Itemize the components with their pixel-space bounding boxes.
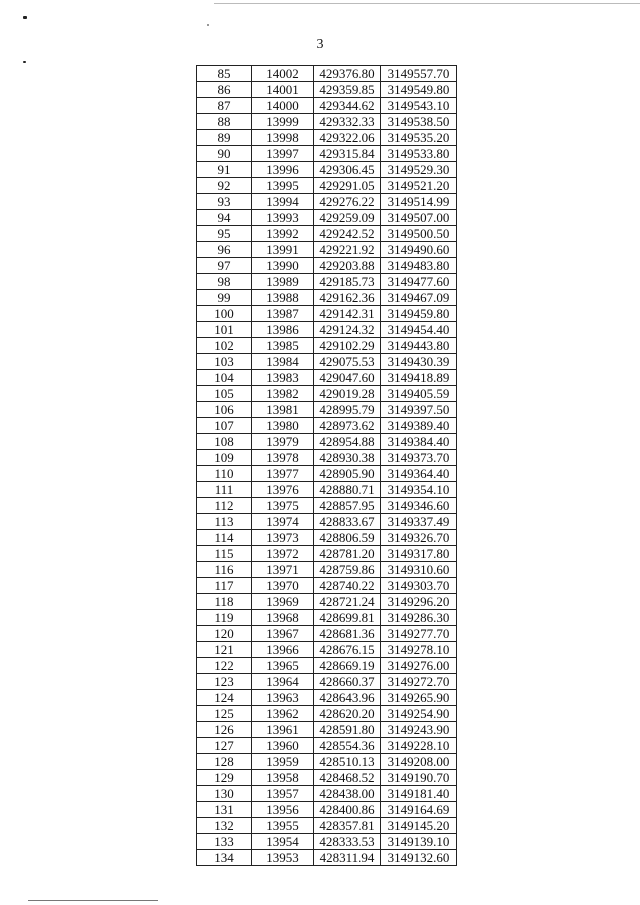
table-row [197, 434, 457, 450]
y-coordinate-cell: 3149490.60 [381, 242, 457, 258]
x-coordinate-cell: 429203.88 [314, 258, 381, 274]
point-id-cell: 13954 [252, 834, 314, 850]
point-number-cell: 89 [197, 130, 252, 146]
x-coordinate-cell: 428620.20 [314, 706, 381, 722]
y-coordinate-cell: 3149346.60 [381, 498, 457, 514]
y-coordinate-cell: 3149483.80 [381, 258, 457, 274]
x-coordinate-cell: 429306.45 [314, 162, 381, 178]
y-coordinate-cell: 3149477.60 [381, 274, 457, 290]
y-coordinate-cell: 3149145.20 [381, 818, 457, 834]
y-coordinate-cell: 3149277.70 [381, 626, 457, 642]
point-id-cell: 13966 [252, 642, 314, 658]
point-number-cell: 97 [197, 258, 252, 274]
y-coordinate-cell: 3149337.49 [381, 514, 457, 530]
scan-speck [23, 16, 27, 19]
x-coordinate-cell: 428995.79 [314, 402, 381, 418]
table-row [197, 402, 457, 418]
y-coordinate-cell: 3149543.10 [381, 98, 457, 114]
bottom-rule [28, 900, 158, 901]
table-row [197, 530, 457, 546]
point-number-cell: 99 [197, 290, 252, 306]
y-coordinate-cell: 3149454.40 [381, 322, 457, 338]
point-number-cell: 115 [197, 546, 252, 562]
x-coordinate-cell: 428699.81 [314, 610, 381, 626]
point-number-cell: 109 [197, 450, 252, 466]
y-coordinate-cell: 3149286.30 [381, 610, 457, 626]
point-number-cell: 108 [197, 434, 252, 450]
point-id-cell: 14000 [252, 98, 314, 114]
y-coordinate-cell: 3149190.70 [381, 770, 457, 786]
point-number-cell: 86 [197, 82, 252, 98]
x-coordinate-cell: 428554.36 [314, 738, 381, 754]
y-coordinate-cell: 3149418.89 [381, 370, 457, 386]
point-id-cell: 13975 [252, 498, 314, 514]
x-coordinate-cell: 428857.95 [314, 498, 381, 514]
point-id-cell: 13980 [252, 418, 314, 434]
y-coordinate-cell: 3149254.90 [381, 706, 457, 722]
point-id-cell: 13989 [252, 274, 314, 290]
table-row [197, 546, 457, 562]
x-coordinate-cell: 429332.33 [314, 114, 381, 130]
point-number-cell: 112 [197, 498, 252, 514]
y-coordinate-cell: 3149459.80 [381, 306, 457, 322]
table-row [197, 450, 457, 466]
coordinates-table-body [197, 66, 457, 866]
point-id-cell: 13968 [252, 610, 314, 626]
point-id-cell: 14002 [252, 66, 314, 82]
table-row [197, 754, 457, 770]
table-row [197, 306, 457, 322]
point-id-cell: 13976 [252, 482, 314, 498]
y-coordinate-cell: 3149265.90 [381, 690, 457, 706]
x-coordinate-cell: 428333.53 [314, 834, 381, 850]
point-id-cell: 13958 [252, 770, 314, 786]
x-coordinate-cell: 429322.06 [314, 130, 381, 146]
y-coordinate-cell: 3149384.40 [381, 434, 457, 450]
point-id-cell: 13955 [252, 818, 314, 834]
x-coordinate-cell: 428721.24 [314, 594, 381, 610]
scan-speck [207, 24, 209, 26]
y-coordinate-cell: 3149303.70 [381, 578, 457, 594]
y-coordinate-cell: 3149529.30 [381, 162, 457, 178]
x-coordinate-cell: 428740.22 [314, 578, 381, 594]
table-row [197, 674, 457, 690]
x-coordinate-cell: 428676.15 [314, 642, 381, 658]
point-number-cell: 127 [197, 738, 252, 754]
table-row [197, 770, 457, 786]
table-row [197, 690, 457, 706]
y-coordinate-cell: 3149389.40 [381, 418, 457, 434]
point-id-cell: 13984 [252, 354, 314, 370]
point-number-cell: 91 [197, 162, 252, 178]
coordinates-table [196, 65, 457, 866]
point-id-cell: 13990 [252, 258, 314, 274]
table-row [197, 562, 457, 578]
point-id-cell: 13992 [252, 226, 314, 242]
point-number-cell: 101 [197, 322, 252, 338]
table-row [197, 210, 457, 226]
table-row [197, 418, 457, 434]
y-coordinate-cell: 3149132.60 [381, 850, 457, 866]
point-number-cell: 111 [197, 482, 252, 498]
point-number-cell: 130 [197, 786, 252, 802]
point-id-cell: 13956 [252, 802, 314, 818]
point-number-cell: 116 [197, 562, 252, 578]
y-coordinate-cell: 3149514.99 [381, 194, 457, 210]
table-row [197, 98, 457, 114]
point-number-cell: 94 [197, 210, 252, 226]
point-id-cell: 13973 [252, 530, 314, 546]
point-id-cell: 13997 [252, 146, 314, 162]
y-coordinate-cell: 3149276.00 [381, 658, 457, 674]
x-coordinate-cell: 429242.52 [314, 226, 381, 242]
point-number-cell: 128 [197, 754, 252, 770]
y-coordinate-cell: 3149443.80 [381, 338, 457, 354]
point-id-cell: 13965 [252, 658, 314, 674]
table-row [197, 706, 457, 722]
x-coordinate-cell: 429142.31 [314, 306, 381, 322]
point-id-cell: 13991 [252, 242, 314, 258]
y-coordinate-cell: 3149430.39 [381, 354, 457, 370]
table-row [197, 162, 457, 178]
x-coordinate-cell: 429124.32 [314, 322, 381, 338]
table-row [197, 258, 457, 274]
x-coordinate-cell: 428357.81 [314, 818, 381, 834]
point-id-cell: 13986 [252, 322, 314, 338]
point-id-cell: 13969 [252, 594, 314, 610]
point-id-cell: 13985 [252, 338, 314, 354]
point-number-cell: 121 [197, 642, 252, 658]
table-row [197, 466, 457, 482]
point-number-cell: 114 [197, 530, 252, 546]
y-coordinate-cell: 3149296.20 [381, 594, 457, 610]
point-number-cell: 93 [197, 194, 252, 210]
table-row [197, 514, 457, 530]
point-id-cell: 13957 [252, 786, 314, 802]
x-coordinate-cell: 428905.90 [314, 466, 381, 482]
y-coordinate-cell: 3149507.00 [381, 210, 457, 226]
point-number-cell: 105 [197, 386, 252, 402]
point-number-cell: 124 [197, 690, 252, 706]
table-row [197, 194, 457, 210]
point-id-cell: 13953 [252, 850, 314, 866]
table-row [197, 626, 457, 642]
table-row [197, 242, 457, 258]
point-number-cell: 107 [197, 418, 252, 434]
point-id-cell: 13972 [252, 546, 314, 562]
x-coordinate-cell: 429259.09 [314, 210, 381, 226]
x-coordinate-cell: 428438.00 [314, 786, 381, 802]
x-coordinate-cell: 429185.73 [314, 274, 381, 290]
x-coordinate-cell: 428781.20 [314, 546, 381, 562]
x-coordinate-cell: 429075.53 [314, 354, 381, 370]
table-row [197, 738, 457, 754]
point-number-cell: 102 [197, 338, 252, 354]
table-row [197, 178, 457, 194]
y-coordinate-cell: 3149405.59 [381, 386, 457, 402]
top-rule [214, 3, 640, 4]
y-coordinate-cell: 3149228.10 [381, 738, 457, 754]
y-coordinate-cell: 3149364.40 [381, 466, 457, 482]
point-id-cell: 13974 [252, 514, 314, 530]
point-id-cell: 13961 [252, 722, 314, 738]
point-number-cell: 90 [197, 146, 252, 162]
point-number-cell: 85 [197, 66, 252, 82]
x-coordinate-cell: 429276.22 [314, 194, 381, 210]
point-number-cell: 126 [197, 722, 252, 738]
table-row [197, 338, 457, 354]
point-id-cell: 13999 [252, 114, 314, 130]
x-coordinate-cell: 429047.60 [314, 370, 381, 386]
point-id-cell: 13963 [252, 690, 314, 706]
x-coordinate-cell: 429102.29 [314, 338, 381, 354]
point-id-cell: 13970 [252, 578, 314, 594]
x-coordinate-cell: 429221.92 [314, 242, 381, 258]
table-row [197, 82, 457, 98]
y-coordinate-cell: 3149500.50 [381, 226, 457, 242]
point-number-cell: 129 [197, 770, 252, 786]
point-number-cell: 110 [197, 466, 252, 482]
y-coordinate-cell: 3149317.80 [381, 546, 457, 562]
x-coordinate-cell: 428880.71 [314, 482, 381, 498]
point-id-cell: 13978 [252, 450, 314, 466]
point-id-cell: 13987 [252, 306, 314, 322]
point-id-cell: 13971 [252, 562, 314, 578]
table-row [197, 722, 457, 738]
x-coordinate-cell: 429344.62 [314, 98, 381, 114]
table-row [197, 146, 457, 162]
point-number-cell: 92 [197, 178, 252, 194]
y-coordinate-cell: 3149535.20 [381, 130, 457, 146]
point-number-cell: 87 [197, 98, 252, 114]
x-coordinate-cell: 428954.88 [314, 434, 381, 450]
y-coordinate-cell: 3149373.70 [381, 450, 457, 466]
x-coordinate-cell: 429162.36 [314, 290, 381, 306]
table-row [197, 498, 457, 514]
table-row [197, 642, 457, 658]
y-coordinate-cell: 3149243.90 [381, 722, 457, 738]
point-number-cell: 98 [197, 274, 252, 290]
y-coordinate-cell: 3149278.10 [381, 642, 457, 658]
table-row [197, 610, 457, 626]
table-row [197, 130, 457, 146]
table-row [197, 834, 457, 850]
point-id-cell: 13960 [252, 738, 314, 754]
x-coordinate-cell: 429376.80 [314, 66, 381, 82]
point-number-cell: 133 [197, 834, 252, 850]
table-row [197, 354, 457, 370]
table-row [197, 386, 457, 402]
y-coordinate-cell: 3149139.10 [381, 834, 457, 850]
point-number-cell: 134 [197, 850, 252, 866]
point-number-cell: 113 [197, 514, 252, 530]
y-coordinate-cell: 3149181.40 [381, 786, 457, 802]
x-coordinate-cell: 428643.96 [314, 690, 381, 706]
table-row [197, 850, 457, 866]
point-number-cell: 88 [197, 114, 252, 130]
point-id-cell: 14001 [252, 82, 314, 98]
y-coordinate-cell: 3149467.09 [381, 290, 457, 306]
point-number-cell: 106 [197, 402, 252, 418]
x-coordinate-cell: 428973.62 [314, 418, 381, 434]
x-coordinate-cell: 428681.36 [314, 626, 381, 642]
x-coordinate-cell: 428311.94 [314, 850, 381, 866]
point-id-cell: 13993 [252, 210, 314, 226]
point-id-cell: 13998 [252, 130, 314, 146]
x-coordinate-cell: 429359.85 [314, 82, 381, 98]
x-coordinate-cell: 428759.86 [314, 562, 381, 578]
y-coordinate-cell: 3149354.10 [381, 482, 457, 498]
point-number-cell: 103 [197, 354, 252, 370]
table-row [197, 658, 457, 674]
y-coordinate-cell: 3149397.50 [381, 402, 457, 418]
scan-speck [23, 61, 26, 63]
point-id-cell: 13988 [252, 290, 314, 306]
table-row [197, 290, 457, 306]
y-coordinate-cell: 3149208.00 [381, 754, 457, 770]
x-coordinate-cell: 429019.28 [314, 386, 381, 402]
table-row [197, 114, 457, 130]
point-id-cell: 13995 [252, 178, 314, 194]
point-number-cell: 117 [197, 578, 252, 594]
point-number-cell: 122 [197, 658, 252, 674]
table-row [197, 66, 457, 82]
table-row [197, 802, 457, 818]
page-number: 3 [316, 37, 324, 52]
point-id-cell: 13994 [252, 194, 314, 210]
table-row [197, 482, 457, 498]
x-coordinate-cell: 428669.19 [314, 658, 381, 674]
point-number-cell: 132 [197, 818, 252, 834]
x-coordinate-cell: 428468.52 [314, 770, 381, 786]
y-coordinate-cell: 3149533.80 [381, 146, 457, 162]
point-id-cell: 13983 [252, 370, 314, 386]
y-coordinate-cell: 3149549.80 [381, 82, 457, 98]
point-number-cell: 119 [197, 610, 252, 626]
x-coordinate-cell: 429315.84 [314, 146, 381, 162]
point-number-cell: 100 [197, 306, 252, 322]
point-number-cell: 120 [197, 626, 252, 642]
table-row [197, 370, 457, 386]
point-number-cell: 123 [197, 674, 252, 690]
x-coordinate-cell: 428400.86 [314, 802, 381, 818]
point-number-cell: 96 [197, 242, 252, 258]
point-number-cell: 125 [197, 706, 252, 722]
table-row [197, 594, 457, 610]
table-row [197, 786, 457, 802]
point-id-cell: 13977 [252, 466, 314, 482]
y-coordinate-cell: 3149557.70 [381, 66, 457, 82]
point-id-cell: 13996 [252, 162, 314, 178]
point-id-cell: 13982 [252, 386, 314, 402]
point-id-cell: 13981 [252, 402, 314, 418]
point-id-cell: 13979 [252, 434, 314, 450]
point-id-cell: 13962 [252, 706, 314, 722]
point-number-cell: 118 [197, 594, 252, 610]
y-coordinate-cell: 3149310.60 [381, 562, 457, 578]
table-row [197, 578, 457, 594]
y-coordinate-cell: 3149272.70 [381, 674, 457, 690]
y-coordinate-cell: 3149521.20 [381, 178, 457, 194]
point-number-cell: 104 [197, 370, 252, 386]
table-row [197, 322, 457, 338]
point-id-cell: 13964 [252, 674, 314, 690]
x-coordinate-cell: 428591.80 [314, 722, 381, 738]
table-row [197, 818, 457, 834]
x-coordinate-cell: 428510.13 [314, 754, 381, 770]
x-coordinate-cell: 428930.38 [314, 450, 381, 466]
x-coordinate-cell: 428833.67 [314, 514, 381, 530]
x-coordinate-cell: 429291.05 [314, 178, 381, 194]
y-coordinate-cell: 3149538.50 [381, 114, 457, 130]
table-row [197, 274, 457, 290]
table-row [197, 226, 457, 242]
point-number-cell: 95 [197, 226, 252, 242]
point-id-cell: 13959 [252, 754, 314, 770]
y-coordinate-cell: 3149326.70 [381, 530, 457, 546]
x-coordinate-cell: 428660.37 [314, 674, 381, 690]
y-coordinate-cell: 3149164.69 [381, 802, 457, 818]
point-id-cell: 13967 [252, 626, 314, 642]
x-coordinate-cell: 428806.59 [314, 530, 381, 546]
point-number-cell: 131 [197, 802, 252, 818]
